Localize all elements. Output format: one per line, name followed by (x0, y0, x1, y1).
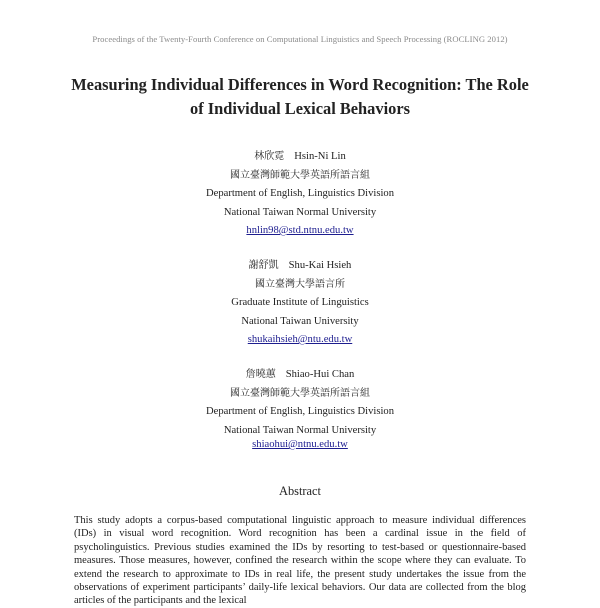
author-email-line (0, 222, 600, 241)
paper-title (40, 73, 560, 121)
author-name-line (0, 148, 600, 167)
author-name-line (0, 257, 600, 276)
author-department: Graduate Institute of Linguistics (231, 297, 369, 308)
author-institution: National Taiwan Normal University (223, 206, 377, 218)
author-affiliation-cjk: 國立臺灣師範大學英語所語言組 (230, 169, 370, 181)
author-name-en: Shu-Kai Hsieh (288, 260, 352, 271)
author-name-line (0, 366, 600, 385)
title-line-1: Measuring Individual Differences in Word Recognition: The Role (71, 75, 529, 94)
author-institution: National Taiwan University (241, 315, 359, 327)
author-affiliation-cjk: 國立臺灣大學語言所 (255, 278, 345, 290)
abstract-body: This study adopts a corpus-based computational linguistic approach to measure individual differences (IDs) in visual word recognition. Word recognition has been a cardinal issue in the field of psycholinguistics. Previous studies examined the IDs by resorting to test-based or questionnaire-based measures. Those measures, however, confined the research within the scope where they can evaluate. To extend the research to approximate to IDs in real life, the present study undertakes the issue from the observations of experiment participants’ daily-life lexical behaviors. Our data are collected from the blog articles of the participants and the lexical (74, 515, 526, 607)
abstract-heading: Abstract (279, 484, 321, 498)
author-institution: National Taiwan Normal University (223, 424, 377, 436)
author-email-link[interactable]: hnlin98@std.ntnu.edu.tw (246, 225, 354, 236)
author-email-line (0, 436, 600, 455)
author-email-link[interactable]: shiaohui@ntnu.edu.tw (252, 439, 348, 450)
author-block-1 (0, 148, 600, 241)
author-block-2 (0, 257, 600, 350)
author-name-cjk: 林欣霓 (254, 151, 285, 162)
author-name-cjk: 詹曉蕙 (245, 369, 276, 380)
author-email-link[interactable]: shukaihsieh@ntu.edu.tw (247, 334, 353, 345)
running-header: Proceedings of the Twenty-Fourth Conference on Computational Linguistics and Speech Processing (ROCLING 2012) (92, 34, 508, 44)
author-email-line (0, 331, 600, 350)
author-department: Department of English, Linguistics Division (205, 188, 395, 199)
author-name-cjk: 謝舒凱 (248, 260, 279, 271)
author-block-3 (0, 366, 600, 455)
author-name-en: Shiao-Hui Chan (285, 369, 355, 380)
author-name-en: Hsin-Ni Lin (294, 151, 346, 162)
author-department: Department of English, Linguistics Division (205, 406, 395, 417)
title-line-2: of Individual Lexical Behaviors (190, 99, 410, 118)
author-affiliation-cjk: 國立臺灣師範大學英語所語言組 (230, 387, 370, 399)
